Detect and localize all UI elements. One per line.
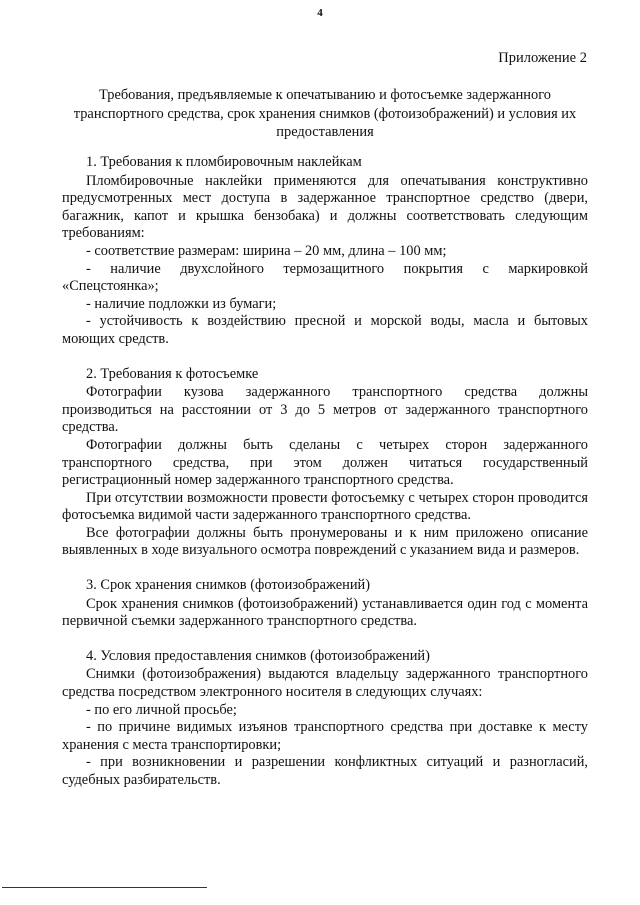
paragraph: Все фотографии должны быть пронумерованы и к ним приложено описание выявленных в ходе визуального осмотра повреждений с указанием вида и размеров. [62,524,588,559]
list-item: - наличие подложки из бумаги; [86,295,277,312]
appendix-label: Приложение 2 [498,50,587,66]
paragraph: Пломбировочные наклейки применяются для опечатывания конструктивно предусмотренных мест доступа в задержанное транспортное средство (двери, багажник, капот и крышка бензобака) и должны соответствовать следующим требованиям: [62,172,588,242]
list-item: - по его личной просьбе; [86,701,237,718]
section-heading: 1. Требования к пломбировочным наклейкам [86,154,362,170]
list-item: - устойчивость к воздействию пресной и морской воды, масла и бытовых моющих средств. [62,313,588,347]
paragraph: Фотографии кузова задержанного транспортного средства должны производиться на расстоянии от 3 до 5 метров от задержанного транспортного средства. [62,384,588,436]
section-heading: 3. Срок хранения снимков (фотоизображений) [86,577,371,594]
footnote-separator [2,887,207,888]
section-storage-period [62,577,588,631]
document-body [62,154,588,807]
list-item: - по причине видимых изъянов транспортного средства при доставке к месту хранения с места транспортировки; [62,719,588,753]
document-title: Требования, предъявляемые к опечатыванию и фотосъемке задержанного транспортного средства, срок хранения снимков (фотоизображений) и условия их предоставления [73,87,577,140]
paragraph: Фотографии должны быть сделаны с четырех сторон задержанного транспортного средства, при этом должен читаться государственный регистрационный номер задержанного транспортного средства. [62,436,588,489]
list-item: - соответствие размерам: ширина – 20 мм, длина – 100 мм; [86,242,447,259]
section-provision-conditions [62,648,588,790]
section-heading: 4. Условия предоставления снимков (фотоизображений) [86,647,430,664]
section-photo-requirements [62,366,588,561]
page-number: 4 [317,7,323,19]
section-heading: 2. Требования к фотосъемке [86,365,259,382]
paragraph: При отсутствии возможности провести фотосъемку с четырех сторон проводится фотосъемка видимой части задержанного транспортного средства. [62,489,588,524]
list-item: - наличие двухслойного термозащитного покрытия с маркировкой «Спецстоянка»; [62,260,588,295]
paragraph: Снимки (фотоизображения) выдаются владельцу задержанного транспортного средства посредством электронного носителя в следующих случаях: [62,666,588,701]
paragraph: Срок хранения снимков (фотоизображений) устанавливается один год с момента первичной съемки задержанного транспортного средства. [62,595,588,630]
section-plomb-stickers [62,154,588,349]
list-item: - при возникновении и разрешении конфликтных ситуаций и разногласий, судебных разбирательств. [62,754,588,788]
